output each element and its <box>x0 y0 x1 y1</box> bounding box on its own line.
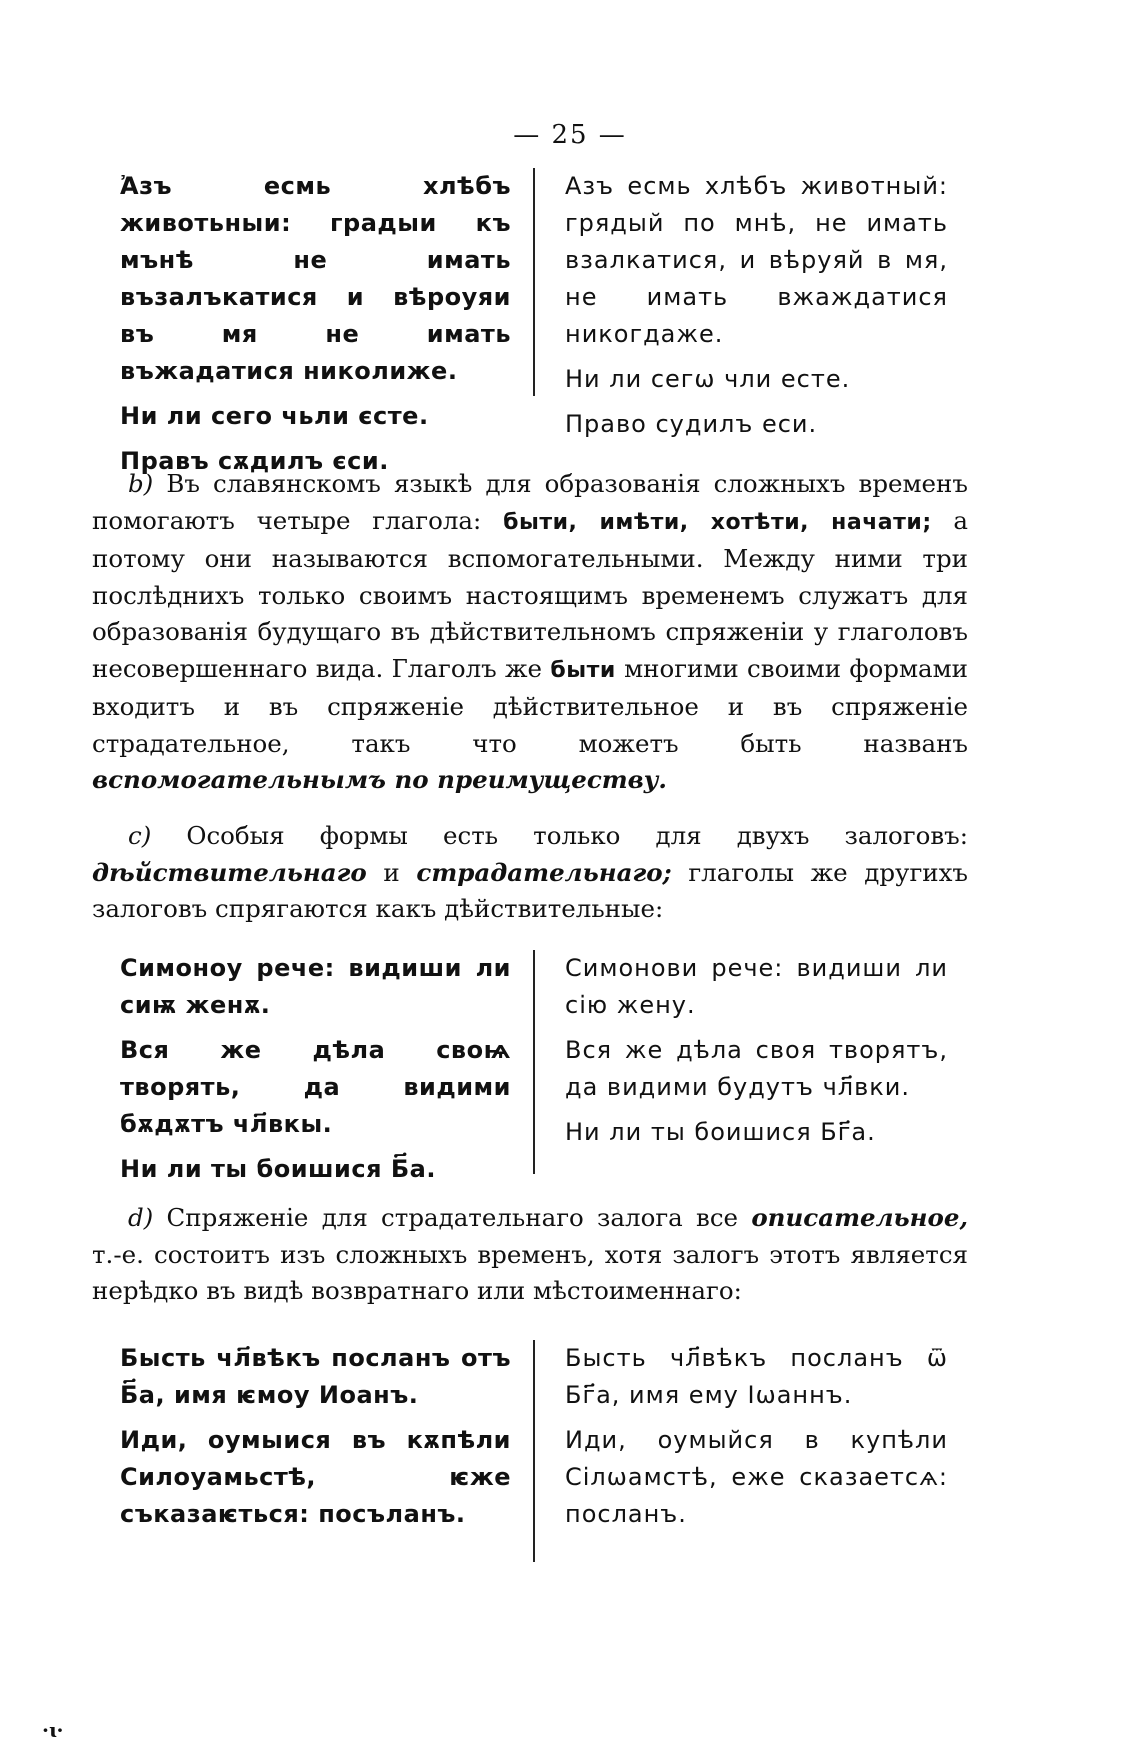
verse-right: Право судилъ еси. <box>565 410 818 438</box>
column-divider <box>533 168 535 396</box>
paragraph-text: и <box>383 857 400 887</box>
church-slavonic-column <box>543 950 948 1174</box>
verse-right: Бысть чл҃вѣкъ посланъ ѿ Бг҃а, имя ему Іѡаннъ. <box>565 1344 948 1409</box>
verse-left: Вся же дѣла своѩ творять, да видими бѫдѫтъ чл҃вкы. <box>120 1036 511 1138</box>
paragraph-text: Въ славянскомъ языкѣ для образованія сложныхъ временъ помогаютъ четыре глагола: <box>92 469 968 535</box>
verse-right: Ни ли ты боишися Бг҃а. <box>565 1118 876 1146</box>
verse-left: Ἀзъ есмь хлѣбъ животьныи: градыи къ мънѣ не имать възалъкатися и вѣроуяи въ мя не имать въжадатися николиже. <box>120 172 511 385</box>
verse-left: Ни ли сего чьли єсте. <box>120 402 429 430</box>
verb-terms: быти, имѣти, хотѣти, начати; <box>503 509 932 535</box>
paragraph-text: Спряженіе для страдательнаго залога все <box>166 1203 739 1232</box>
verse-right: Симонови рече: видиши ли сію жену. <box>565 954 948 1019</box>
paragraph-marker: c) <box>128 821 152 850</box>
old-slavonic-column <box>120 168 525 475</box>
emphasis: страдательнаго; <box>416 857 672 887</box>
column-divider <box>533 950 535 1174</box>
verse-left: Симоноу рече: видиши ли сиѭ женѫ. <box>120 954 511 1019</box>
verse-right: Ни ли сегѡ чли есте. <box>565 365 851 393</box>
verb-term: быти <box>550 657 616 683</box>
paragraph-b <box>92 466 968 799</box>
paragraph-text: многими своими формами входитъ и въ спряженіе дѣйствительное и въ спряженіе страдательное, такъ что можетъ быть названъ <box>92 653 968 758</box>
verse-left: Иди, оумыися въ кѫпѣли Силоуамьстѣ, ѥже съказаѥться: посъланъ. <box>120 1426 511 1528</box>
paragraph-text: глаголы же другихъ залоговъ спрягаются какъ дѣйствительные: <box>92 857 969 923</box>
paragraph-marker: d) <box>128 1203 154 1232</box>
page-number: — 25 — <box>513 120 627 150</box>
verse-right: Вся же дѣла своя творятъ, да видими будутъ чл҃вки. <box>565 1036 948 1101</box>
church-slavonic-column <box>543 168 948 438</box>
verse-left: Ни ли ты боишися Б҃а. <box>120 1155 436 1183</box>
verse-right: Иди, оумыйся в купѣли Сілѡамстѣ, еже сказаетсѧ: посланъ. <box>565 1426 948 1528</box>
emphasis: вспомогательнымъ по преимуществу. <box>92 765 667 794</box>
paragraph-text: Особыя формы есть только для двухъ залоговъ: <box>186 821 968 850</box>
old-slavonic-column <box>120 950 525 1183</box>
signature-mark: ·ꙇ· <box>42 1718 64 1742</box>
paragraph-c <box>92 818 968 928</box>
church-slavonic-column <box>543 1340 948 1562</box>
paragraph-d <box>92 1200 968 1310</box>
emphasis: описательное, <box>751 1203 968 1232</box>
paragraph-marker: b) <box>128 469 154 498</box>
verse-right: Азъ есмь хлѣбъ животный: грядый по мнѣ, не имать взалкатися, и вѣруяй в мя, не имать вжаждатися никогдаже. <box>565 172 948 348</box>
emphasis: дѣйствительнаго <box>92 857 367 887</box>
column-divider <box>533 1340 535 1562</box>
parallel-block-3 <box>120 1340 970 1562</box>
parallel-block-1 <box>120 168 970 475</box>
verse-left: Правъ сѫдилъ єси. <box>120 447 389 475</box>
parallel-block-2 <box>120 950 970 1183</box>
paragraph-text: а потому они называются вспомогательными. Между ними три послѣднихъ только своимъ настоящимъ временемъ служатъ для образованія будущаго въ дѣйствительномъ спряженіи у глаголовъ несовершеннаго вида. Глаголъ же <box>92 505 969 683</box>
paragraph-text: т.-е. состоитъ изъ сложныхъ временъ, хотя залогъ этотъ является нерѣдко въ видѣ возвратнаго или мѣстоименнаго: <box>92 1239 968 1305</box>
old-slavonic-column <box>120 1340 525 1562</box>
verse-left: Бысть чл҃вѣкъ посланъ отъ Б҃а, имя ѥмоу Иоанъ. <box>120 1344 511 1409</box>
